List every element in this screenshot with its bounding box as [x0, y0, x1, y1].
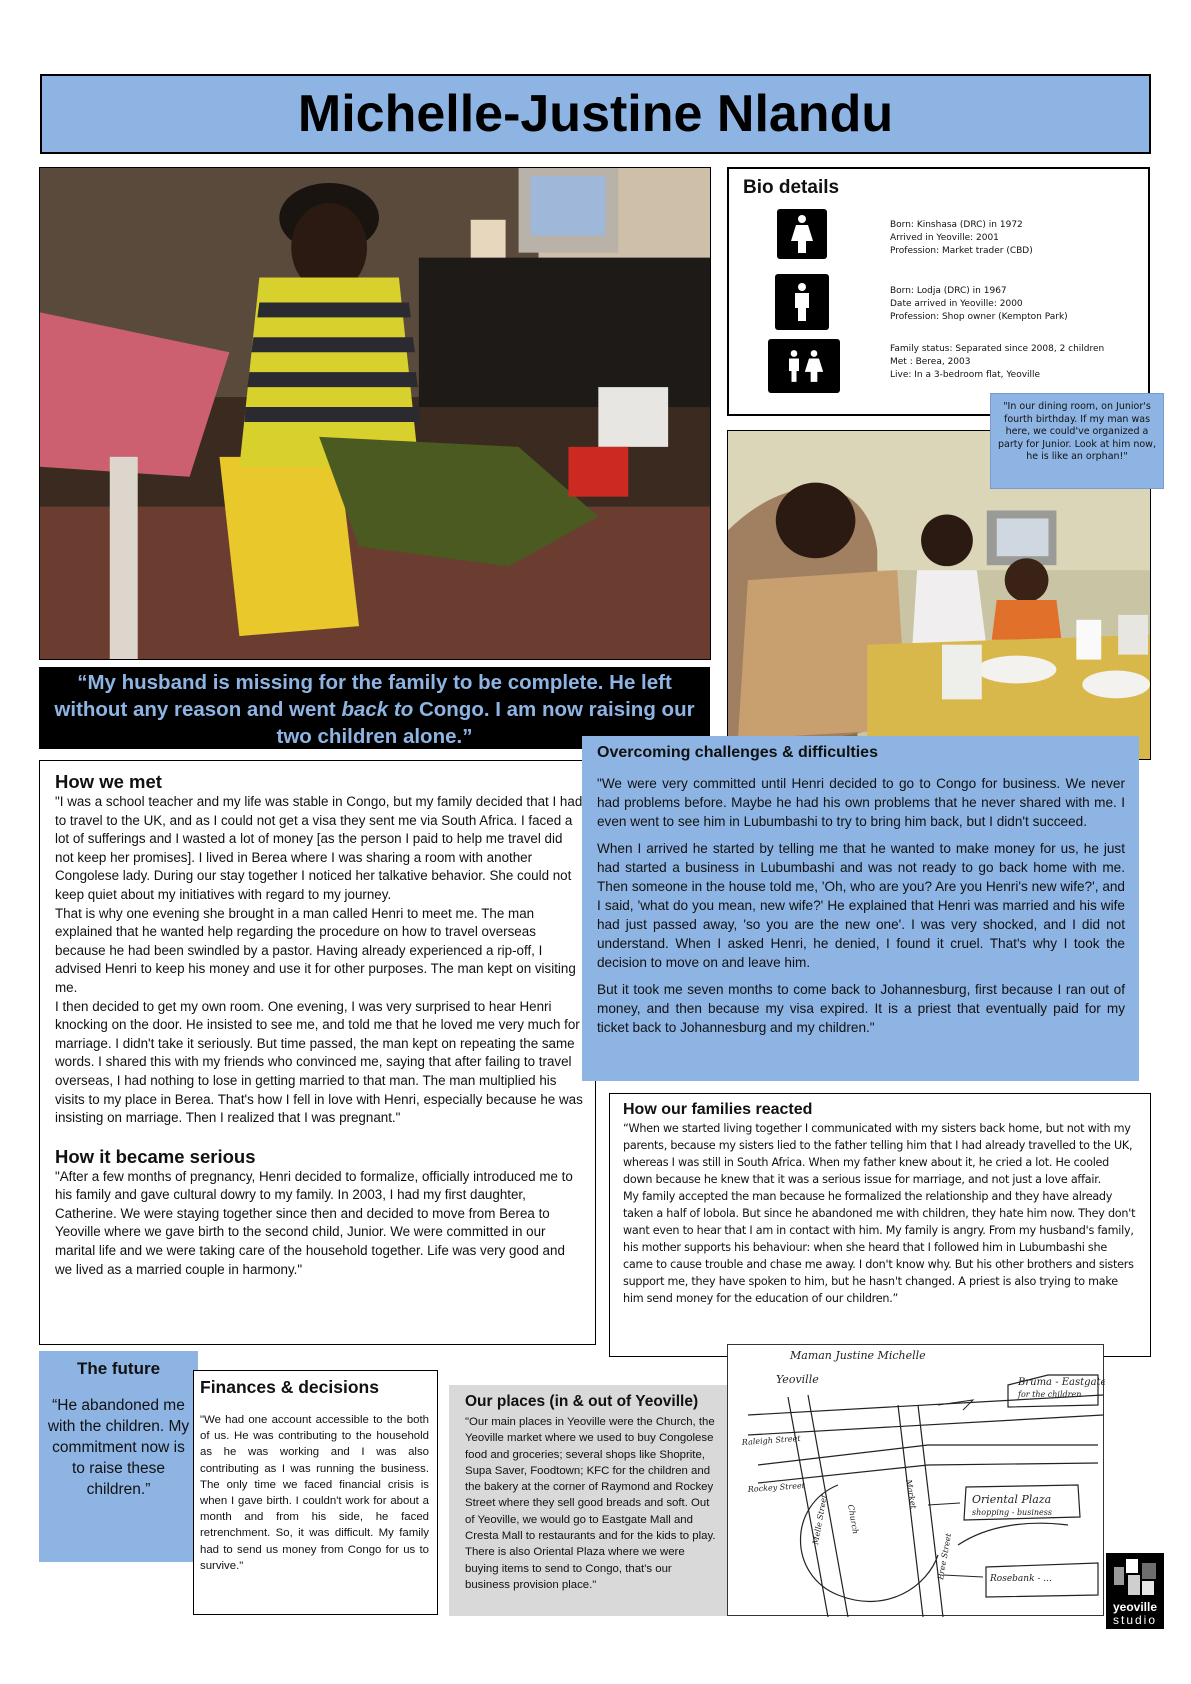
- families-reacted-section: [609, 1093, 1151, 1357]
- portrait-photo: [39, 167, 711, 660]
- how-it-became-serious-text: [55, 1168, 583, 1280]
- woman-bio-line: Arrived in Yeoville: 2001: [890, 233, 999, 243]
- finances-heading: Finances & decisions: [200, 1377, 379, 1397]
- title-banner: [40, 74, 1151, 154]
- logo-text-line1: yeoville: [1112, 1600, 1158, 1614]
- overcoming-challenges-section: [582, 736, 1139, 1081]
- map-label-bruma-sub: for the children: [1018, 1390, 1082, 1399]
- bio-details-box: [727, 167, 1150, 416]
- future-quote: “He abandoned me with the children. My commitment now is to raise these children.”: [47, 1397, 190, 1498]
- future-box: [39, 1351, 198, 1562]
- hand-drawn-map: [727, 1344, 1104, 1616]
- main-quote-part3: Congo. I am now raising our two children alone.”: [276, 698, 695, 748]
- woman-bio: [890, 219, 1033, 258]
- main-quote-part1: “My husband is missing for the family to be complete. He left without any reason and went: [54, 671, 672, 721]
- map-label-church: Church: [846, 1503, 861, 1535]
- future-heading: The future: [76, 1359, 161, 1378]
- page-title: Michelle-Justine Nlandu: [297, 85, 894, 143]
- couple-bio: [890, 343, 1104, 382]
- map-label-raleigh: Raleigh Street: [741, 1433, 801, 1447]
- how-we-met-heading: How we met: [55, 771, 162, 792]
- couple-icon: [768, 339, 840, 393]
- how-we-met-paragraph: That is why one evening she brought in a man called Henri to meet me. The man explained that he wanted help regarding the procedure on how to travel overseas because he had been swindled by a pastor. Having already experienced a rip-off, I advised Henri to keep his money and use it for other purposes. The man kept on visiting me.: [55, 905, 576, 995]
- map-label-oriental: Oriental Plaza: [972, 1493, 1052, 1506]
- man-bio-line: Born: Lodja (DRC) in 1967: [890, 286, 1007, 296]
- finances-section: [193, 1370, 438, 1615]
- map-label-market: Market: [904, 1478, 919, 1510]
- logo-text-line2: studio: [1112, 1613, 1158, 1627]
- how-we-met-section: [39, 760, 596, 1345]
- overcoming-heading: Overcoming challenges & difficulties: [597, 744, 878, 761]
- how-we-met-text: [55, 793, 583, 1128]
- bio-heading: Bio details: [743, 177, 840, 198]
- man-bio: [890, 285, 1068, 324]
- map-label-ravensburg: Rosebank - ...: [990, 1574, 1052, 1584]
- map-label-bruma: Bruma - Eastgate: [1018, 1377, 1105, 1388]
- families-paragraph: My family accepted the man because he formalized the relationship and they have already taken a half of lobola. But since he abandoned me with children, they hate him now. They don't want even to hear that I am in contact with him. My family is angry. From my husband's family, his mother supports his behaviour: when she heard that I followed him in Lubumbashi she came to cause trouble and chase me away. I don't know why. But his other brothers and sisters support me, they have spoken to him, but he hasn't changed. A priest is also trying to make him send money for the education of our children.”: [623, 1190, 1136, 1305]
- serious-paragraph: "After a few months of pregnancy, Henri decided to formalize, officially introduced me to his family and gave cultural dowry to my family. In 2003, I had my first daughter, Catherine. We were staying together since then and decided to move from Berea to Yeoville where we gave birth to the second child, Junior. We were committed in our marital life and we were taking care of the household together. Life was very good and we lived as a married couple in harmony.": [55, 1168, 573, 1277]
- logo-mark: [1106, 1553, 1164, 1603]
- map-label-melle: Melle Street: [811, 1494, 829, 1546]
- couple-bio-line: Family status: Separated since 2008, 2 children: [890, 344, 1105, 354]
- portrait-photo-image: [40, 168, 710, 659]
- finances-text: "We had one account accessible to the both of us. He was contributing to the household as he was working and I was also contributing as I was running the business. The only time we faced financial crisis is when I gave birth. I couldn't work for about a month and from his side, he faced retrenchment. So, it was difficult. My family had to send us money from Congo for us to survive.": [200, 1414, 429, 1572]
- how-it-became-serious-heading: How it became serious: [55, 1145, 256, 1167]
- woman-icon: [777, 209, 827, 259]
- places-text: "Our main places in Yeoville were the Church, the Yeoville market where we used to buy Congolese food and groceries; several shops like Shoprite, Supa Saver, Foodtown; KFC for the children and the bakery at the corner of Raymond and Rockey Street where they sell good breads and soft. Out of Yeoville, we would go to Eastgate Mall and Cresta Mall to restaurants and for the kids to play. There is also Oriental Plaza where we were buying items to send to Congo, that's our business provision place.": [465, 1416, 716, 1591]
- map-sketch: [728, 1345, 1105, 1617]
- man-icon: [775, 274, 829, 330]
- couple-bio-line: Met : Berea, 2003: [890, 357, 971, 367]
- yeoville-studio-logo: [1106, 1553, 1164, 1629]
- families-heading: How our families reacted: [623, 1101, 813, 1118]
- map-label-oriental-sub: shopping - business: [972, 1508, 1052, 1517]
- map-label-yeoville: Yeoville: [776, 1373, 819, 1386]
- how-we-met-paragraph: "I was a school teacher and my life was stable in Congo, but my family decided that I had to travel to the UK, and as I could not get a visa they sent me via South Africa. I faced a lot of sufferings and I wasted a lot of money [as the person I paid to help me travel did not keep her promises]. I lived in Berea where I was sharing a room with another Congolese lady. During our stay together I noticed her talkative behavior. She could not keep quiet about my initiatives with regard to my journey.: [55, 794, 583, 902]
- man-bio-line: Profession: Shop owner (Kempton Park): [890, 312, 1068, 322]
- map-label-bree: Bree Street: [936, 1532, 954, 1581]
- map-header: Maman Justine Michelle: [790, 1349, 926, 1362]
- how-we-met-paragraph: I then decided to get my own room. One evening, I was very surprised to hear Henri knocking on the door. He insisted to see me, and told me that he loved me very much for marriage. I didn't take it seriously. But time passed, the man kept on repeating the same words. I shared this with my friends who convinced me, saying that after failing to travel overseas, I had nothing to lose in getting married to that man. The man multiplied his visits to my place in Berea. That's how I fell in love with Henri, especially because he was insisting on marriage. Then I realized that I was pregnant.": [55, 998, 583, 1126]
- dining-room-caption: "In our dining room, on Junior's fourth birthday. If my man was here, we could've organized a party for Junior. Look at him now, he is like an orphan!": [990, 393, 1164, 489]
- map-label-rockey: Rockey Street: [747, 1481, 806, 1494]
- overcoming-paragraph: When I arrived he started by telling me that he wanted to make money for us, he just had started a business in Lubumbashi and was not ready to go back home with me. Then someone in the house told me, 'Oh, who are you? Are you Henri's new wife?', and I said, 'what do you mean, new wife?' He explained that Henri was married and his wife had just passed away, 'so you are the new one'. I was very shocked, and I did not understand. When I asked Henri, he denied, I found it cruel. That's why I took the decision to move on and leave him.: [597, 841, 1125, 970]
- families-paragraph: “When we started living together I communicated with my sisters back home, but not with my parents, because my sisters lied to the father telling him that I had already travelled to the UK, whereas I was still in South Africa. When my father knew about it, he cried a lot. He cooled down because he knew that it was a serious issue for marriage, and not just a love affair.: [623, 1122, 1133, 1186]
- woman-bio-line: Born: Kinshasa (DRC) in 1972: [890, 220, 1023, 230]
- man-bio-line: Date arrived in Yeoville: 2000: [890, 299, 1023, 309]
- woman-bio-line: Profession: Market trader (CBD): [890, 246, 1033, 256]
- places-heading: Our places (in & out of Yeoville): [465, 1393, 699, 1410]
- overcoming-paragraph: But it took me seven months to come back to Johannesburg, first because I ran out of money, and then because my visa expired. It is a priest that eventually paid for my ticket back to Johannesburg and my children.": [597, 982, 1125, 1035]
- overcoming-paragraph: "We were very committed until Henri decided to go to Congo for business. We never had problems before. Maybe he had his own problems that he never shared with me. I even went to see him in Lubumbashi to try to bring him back, but I didn't succeed.: [597, 776, 1125, 829]
- places-section: [449, 1385, 727, 1616]
- main-quote-italic: back to: [341, 698, 414, 721]
- couple-bio-line: Live: In a 3-bedroom flat, Yeoville: [890, 370, 1041, 380]
